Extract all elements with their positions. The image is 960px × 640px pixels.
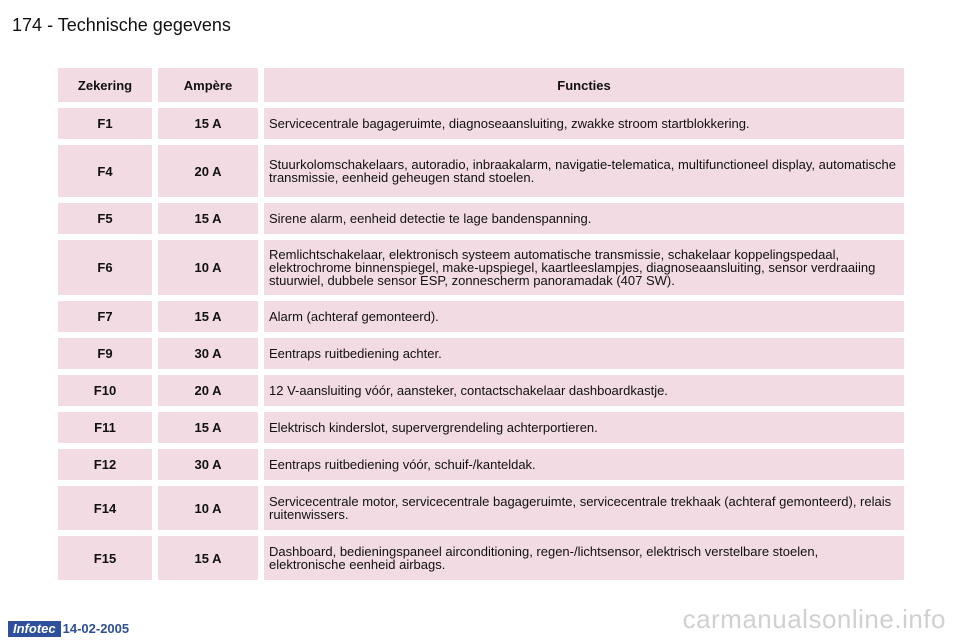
functions-cell: Sirene alarm, eenheid detectie te lage bandenspanning. [264,203,904,240]
amp-cell: 20 A [158,375,264,412]
functions-cell: Stuurkolomschakelaars, autoradio, inbraakalarm, navigatie-telematica, multifunctioneel display, automatische transmissie, eenheid geheugen stand stoelen. [264,145,904,203]
amp-cell: 15 A [158,203,264,240]
fuse-table [58,68,904,586]
amp-cell: 30 A [158,338,264,375]
table-row [58,486,904,536]
functions-cell: Eentraps ruitbediening achter. [264,338,904,375]
page-header [12,15,231,36]
amp-cell: 20 A [158,145,264,203]
fuse-cell: F9 [58,338,158,375]
table-row [58,449,904,486]
table-row [58,240,904,301]
amp-cell: 15 A [158,301,264,338]
fuse-cell: F14 [58,486,158,536]
amp-cell: 10 A [158,240,264,301]
functions-cell: 12 V-aansluiting vóór, aansteker, contactschakelaar dashboardkastje. [264,375,904,412]
fuse-cell: F11 [58,412,158,449]
table-header-row [58,68,904,108]
column-header-fuse: Zekering [58,68,158,108]
table-row [58,412,904,449]
table-row [58,301,904,338]
watermark: carmanualsonline.info [682,604,946,634]
page-footer [8,620,129,637]
table-row [58,536,904,586]
amp-cell: 15 A [158,412,264,449]
amp-cell: 15 A [158,536,264,586]
fuse-cell: F6 [58,240,158,301]
table-row [58,108,904,145]
amp-cell: 30 A [158,449,264,486]
fuse-cell: F12 [58,449,158,486]
page-number: 174 [12,15,43,35]
table-row [58,145,904,203]
column-header-functions: Functies [264,68,904,108]
functions-cell: Remlichtschakelaar, elektronisch systeem automatische transmissie, schakelaar koppelingspedaal, elektrochrome binnenspiegel, make-upspiegel, kaartleeslampjes, diagnoseaansluiting, sensor verdraaiing stuurwiel, dubbele sensor ESP, zonnescherm panoramadak (407 SW). [264,240,904,301]
functions-cell: Servicecentrale motor, servicecentrale bagageruimte, servicecentrale trekhaak (achteraf gemonteerd), relais ruitenwissers. [264,486,904,536]
page-title: Technische gegevens [57,15,231,35]
header-separator: - [47,15,54,35]
functions-cell: Alarm (achteraf gemonteerd). [264,301,904,338]
fuse-cell: F1 [58,108,158,145]
fuse-cell: F15 [58,536,158,586]
functions-cell: Elektrisch kinderslot, supervergrendeling achterportieren. [264,412,904,449]
table-row [58,338,904,375]
infotec-logo: Infotec [8,621,61,637]
table-row [58,375,904,412]
print-date: 14-02-2005 [62,621,130,636]
amp-cell: 15 A [158,108,264,145]
fuse-cell: F4 [58,145,158,203]
column-header-amp: Ampère [158,68,264,108]
table-row [58,203,904,240]
amp-cell: 10 A [158,486,264,536]
functions-cell: Dashboard, bedieningspaneel airconditioning, regen-/lichtsensor, elektrisch verstelbare stoelen, elektronische eenheid airbags. [264,536,904,586]
fuse-cell: F5 [58,203,158,240]
functions-cell: Eentraps ruitbediening vóór, schuif-/kanteldak. [264,449,904,486]
functions-cell: Servicecentrale bagageruimte, diagnoseaansluiting, zwakke stroom startblokkering. [264,108,904,145]
fuse-cell: F7 [58,301,158,338]
fuse-cell: F10 [58,375,158,412]
